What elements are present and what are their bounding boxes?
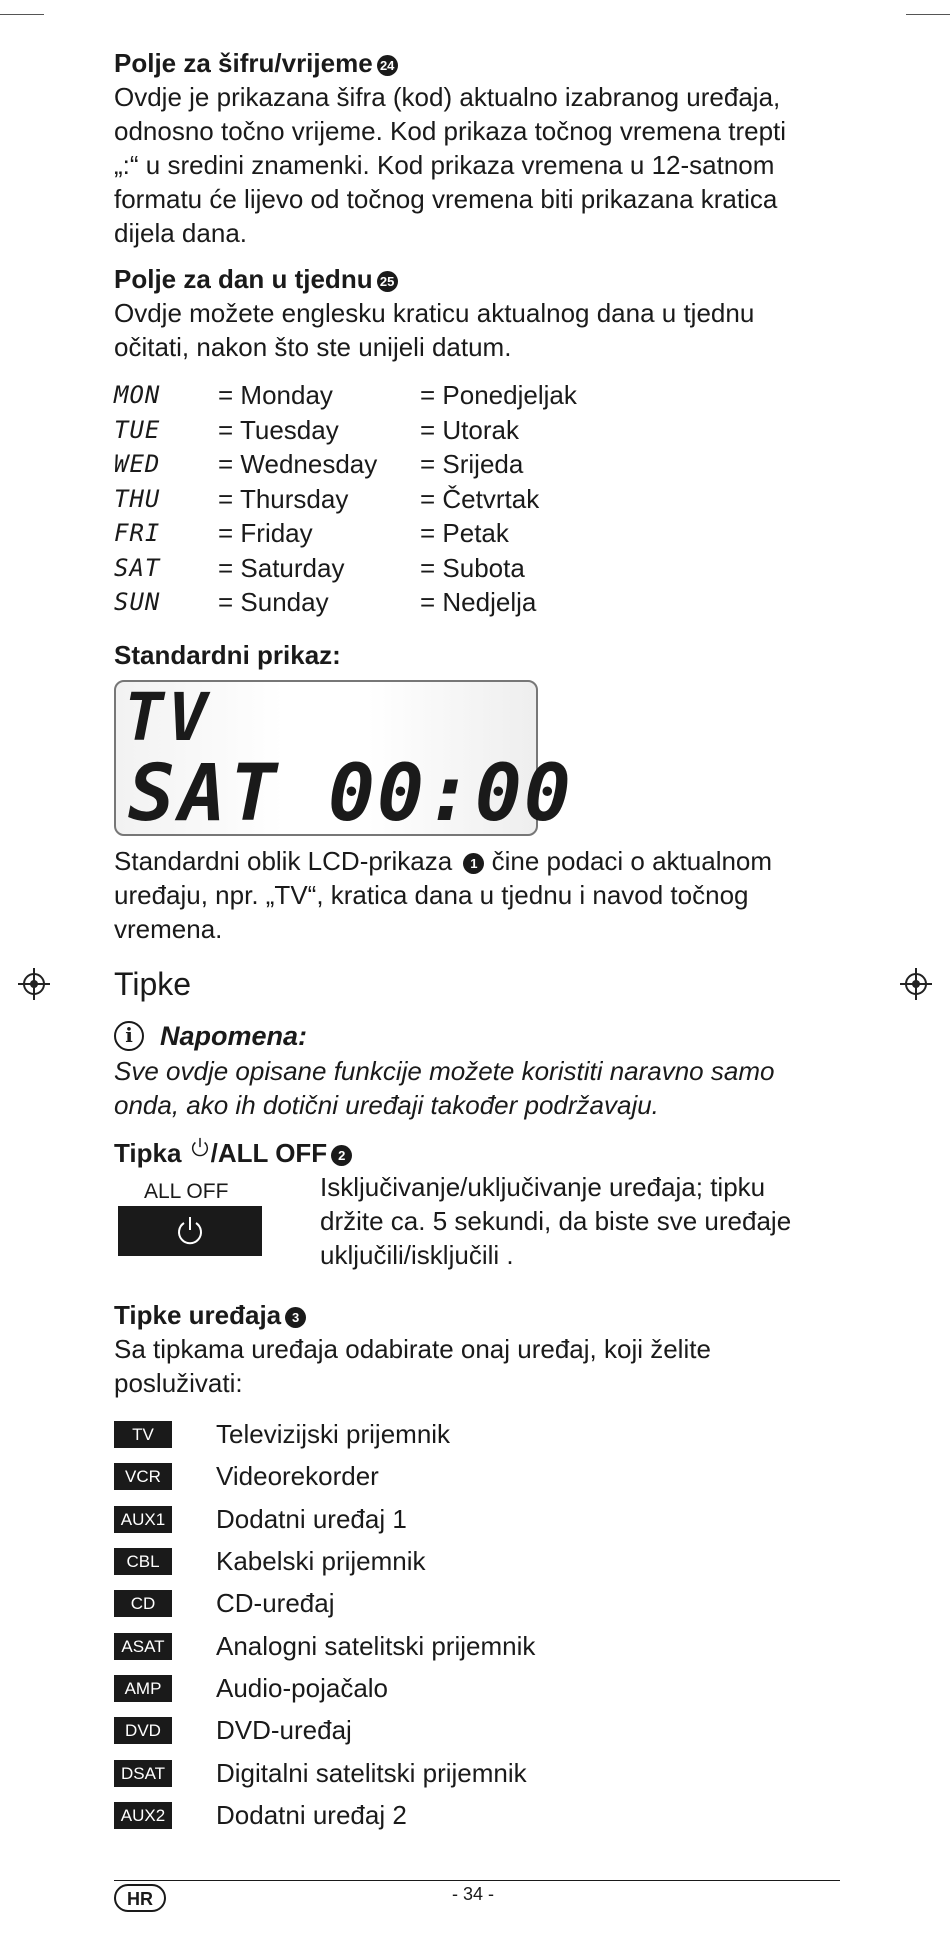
table-row: WED = Wednesday = Srijeda	[114, 449, 524, 479]
lcd-device-text: TV	[124, 678, 212, 756]
device-key-badge: VCR	[114, 1463, 172, 1490]
section-title: Tipke uređaja 3	[114, 1298, 838, 1332]
all-off-button-label: ALL OFF	[144, 1179, 229, 1203]
power-icon	[189, 1137, 211, 1159]
section-heading: Tipke	[114, 965, 192, 1002]
crop-mark-right	[906, 14, 950, 15]
lcd-day-text: SAT	[128, 748, 281, 839]
table-row: FRI = Friday = Petak	[114, 518, 509, 548]
device-key-badge: DSAT	[114, 1760, 172, 1787]
section-title: Tipka /ALL OFF 2	[114, 1136, 838, 1170]
day-abbreviation-table	[114, 378, 838, 620]
list-item: DVD DVD-uređaj	[114, 1710, 838, 1752]
paragraph-line: Ovdje možete englesku kraticu aktualnog dana u tjednu	[114, 298, 755, 328]
note-line: onda, ako ih dotični uređaji također podržavaju.	[114, 1089, 659, 1120]
reference-number-badge: 3	[285, 1307, 306, 1328]
section-all-off	[114, 1136, 838, 1290]
reference-number-badge: 24	[377, 55, 398, 76]
page-content	[114, 46, 838, 1836]
device-key-badge: AUX2	[114, 1802, 172, 1829]
table-row: SUN = Sunday = Nedjelja	[114, 587, 537, 617]
paragraph-line: uređaju, npr. „TV“, kratica dana u tjednu i navod točnog	[114, 879, 749, 910]
paragraph-line: formatu će lijevo od točnog vremena biti prikazana kratica	[114, 184, 778, 214]
paragraph-line: Ovdje je prikazana šifra (kod) aktualno izabranog uređaja,	[114, 82, 781, 112]
paragraph-line: posluživati:	[114, 1367, 243, 1398]
table-row: TUE = Tuesday = Utorak	[114, 414, 519, 445]
section-keys	[114, 964, 838, 1122]
list-item: TV Televizijski prijemnik	[114, 1414, 838, 1456]
all-off-text: Isključivanje/uključivanje uređaja; tipku držite ca. 5 sekundi, da biste sve uređaje uključili/isključili .	[320, 1171, 792, 1270]
list-item: VCR Videorekorder	[114, 1456, 838, 1498]
reference-number-badge: 2	[331, 1145, 352, 1166]
list-item: AUX1 Dodatni uređaj 1	[114, 1498, 838, 1540]
paragraph-line: očitati, nakon što ste unijeli datum.	[114, 332, 512, 362]
all-off-description	[114, 1170, 838, 1290]
reference-number-badge: 1	[463, 853, 484, 874]
device-key-badge: CBL	[114, 1548, 172, 1575]
section-day-of-week	[114, 262, 838, 620]
table-row: THU = Thursday = Četvrtak	[114, 483, 540, 514]
section-title: Polje za šifru/vrijeme 24	[114, 46, 838, 80]
device-key-badge: AUX1	[114, 1506, 172, 1533]
section-title: Polje za dan u tjednu 25	[114, 262, 838, 296]
list-item: AMP Audio-pojačalo	[114, 1667, 838, 1709]
all-off-button-illustration	[118, 1206, 262, 1256]
note-heading: i Napomena:	[114, 1018, 838, 1054]
paragraph-line: vremena.	[114, 913, 223, 944]
page-number: - 34 -	[452, 1884, 495, 1904]
device-key-badge: DVD	[114, 1717, 172, 1744]
section-standard-display	[114, 638, 838, 946]
list-item: CBL Kabelski prijemnik	[114, 1540, 838, 1582]
device-key-badge: AMP	[114, 1675, 172, 1702]
paragraph-line: Standardni oblik LCD-prikaza 1 čine podaci o aktualnom	[114, 845, 773, 876]
paragraph-line: dijela dana.	[114, 218, 247, 248]
section-code-time	[114, 46, 838, 250]
device-key-badge: CD	[114, 1590, 172, 1617]
registration-mark-right-icon	[900, 968, 932, 1000]
list-item: AUX2 Dodatni uređaj 2	[114, 1794, 838, 1836]
table-row: MON = Monday = Ponedjeljak	[114, 380, 577, 410]
note-line: Sve ovdje opisane funkcije možete koristiti naravno samo	[114, 1055, 775, 1086]
crop-mark-left	[0, 14, 44, 15]
lcd-time-text: 00:00	[328, 748, 573, 839]
device-key-badge: TV	[114, 1421, 172, 1448]
device-key-badge: ASAT	[114, 1633, 172, 1660]
device-key-list	[114, 1414, 838, 1837]
paragraph-line: odnosno točno vrijeme. Kod prikaza točnog vremena trepti	[114, 116, 787, 146]
lcd-display-illustration	[114, 678, 573, 839]
section-device-keys	[114, 1298, 838, 1837]
table-row: SAT = Saturday = Subota	[114, 552, 525, 583]
list-item: DSAT Digitalni satelitski prijemnik	[114, 1752, 838, 1794]
power-icon	[174, 1215, 206, 1247]
paragraph-line: „:“ u sredini znamenki. Kod prikaza vremena u 12-satnom	[114, 150, 775, 180]
language-badge: HR	[114, 1884, 166, 1912]
registration-mark-left-icon	[18, 968, 50, 1000]
reference-number-badge: 25	[377, 271, 398, 292]
section-title: Standardni prikaz:	[114, 639, 341, 670]
paragraph-line: Sa tipkama uređaja odabirate onaj uređaj, koji želite	[114, 1333, 711, 1364]
list-item: ASAT Analogni satelitski prijemnik	[114, 1625, 838, 1667]
list-item: CD CD-uređaj	[114, 1583, 838, 1625]
footer-rule	[114, 1880, 840, 1881]
info-icon: i	[114, 1021, 144, 1051]
